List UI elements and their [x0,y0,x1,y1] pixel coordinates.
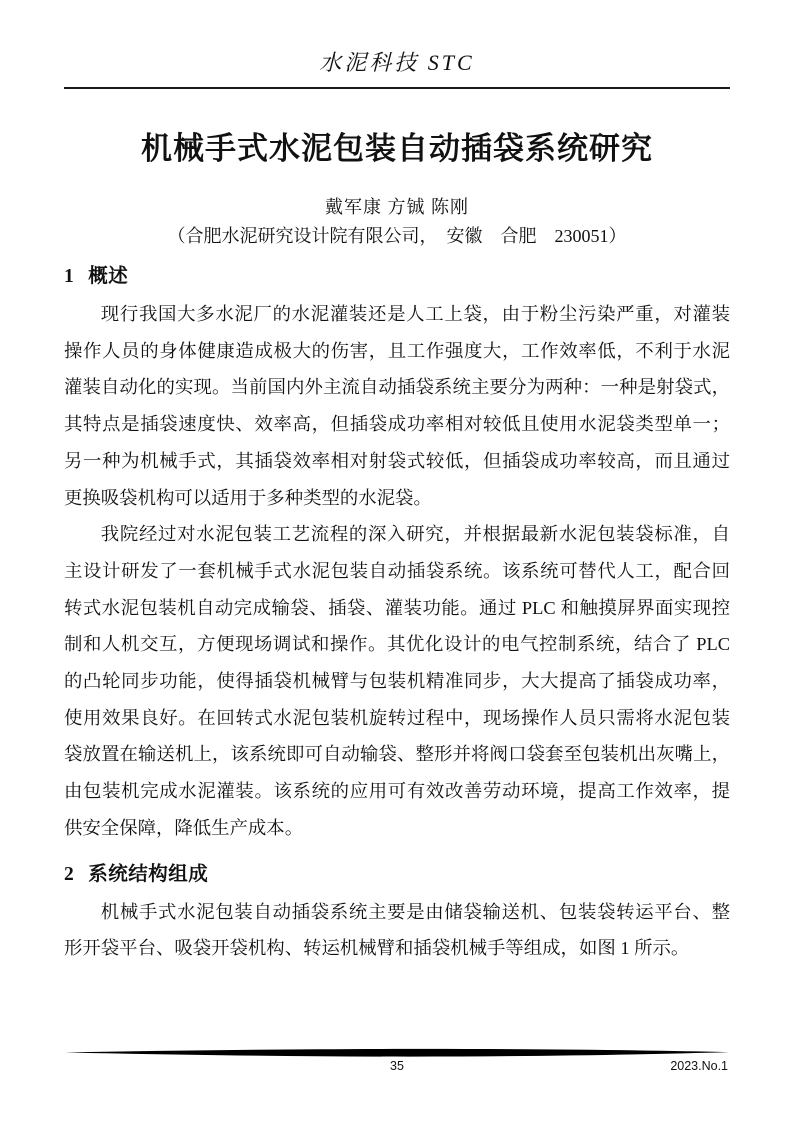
body-line: 由包装机完成水泥灌装。该系统的应用可有效改善劳动环境，提高工作效率，提 [64,781,730,802]
body-line: 转式水泥包装机自动完成输袋、插袋、灌装功能。通过 PLC 和触摸屏界面实现控 [64,597,730,618]
body-line: 袋放置在输送机上，该系统即可自动输袋、整形并将阀口袋套至包装机出灰嘴上， [64,744,730,765]
section-number: 2 [64,863,75,885]
issue-label: 2023.No.1 [670,1059,728,1073]
paragraph [64,296,730,516]
section-number: 1 [64,266,75,287]
body-line: 我院经过对水泥包装工艺流程的深入研究，并根据最新水泥包装袋标准，自 [100,524,730,545]
article-affiliation: （合肥水泥研究设计院有限公司， 安徽 合肥 230051） [167,226,627,246]
section-title: 系统结构组成 [88,862,209,885]
header-rule [64,87,730,89]
section-heading-2 [64,861,730,888]
section-title: 概述 [88,265,129,287]
article-title: 机械手式水泥包装自动插袋系统研究 [141,131,653,166]
body-line: 另一种为机械手式，其插袋效率相对射袋式较低，但插袋成功率较高，而且通过 [64,450,730,471]
body-line: 使用效果良好。在回转式水泥包装机旋转过程中，现场操作人员只需将水泥包装 [64,707,730,728]
body-line: 主设计研发了一套机械手式水泥包装自动插袋系统。该系统可替代人工，配合回 [64,560,730,581]
footer-divider [64,1048,730,1058]
body-line: 供安全保障，降低生产成本。 [64,817,304,838]
body-line: 机械手式水泥包装自动插袋系统主要是由储袋输送机、包装袋转运平台、整 [100,901,730,922]
page-number: 35 [390,1059,404,1073]
paragraph [64,894,730,967]
body-line: 其特点是插袋速度快、效率高，但插袋成功率相对较低且使用水泥袋类型单一； [64,414,730,435]
article-authors: 戴军康 方铖 陈刚 [325,197,469,217]
body-line: 现行我国大多水泥厂的水泥灌装还是人工上袋，由于粉尘污染严重，对灌装 [100,304,730,324]
body-line: 形开袋平台、吸袋开袋机构、转运机械臂和插袋机械手等组成，如图 1 所示。 [64,938,690,959]
section-heading-1 [64,263,730,290]
body-line: 制和人机交互，方便现场调试和操作。其优化设计的电气控制系统，结合了 PLC [64,634,730,655]
body-line: 操作人员的身体健康造成极大的伤害，且工作强度大，工作效率低，不利于水泥 [64,340,730,361]
journal-header-title: 水泥科技 STC [319,50,475,75]
footer-meta [64,1059,730,1077]
body-line: 灌装自动化的实现。当前国内外主流自动插袋系统主要分为两种：一种是射袋式， [64,377,730,398]
body-line: 更换吸袋机构可以适用于多种类型的水泥袋。 [64,487,432,508]
body-line: 的凸轮同步功能，使得插袋机械臂与包装机精准同步，大大提高了插袋成功率， [64,671,730,692]
page-footer [64,1048,730,1077]
paragraph [64,516,730,846]
